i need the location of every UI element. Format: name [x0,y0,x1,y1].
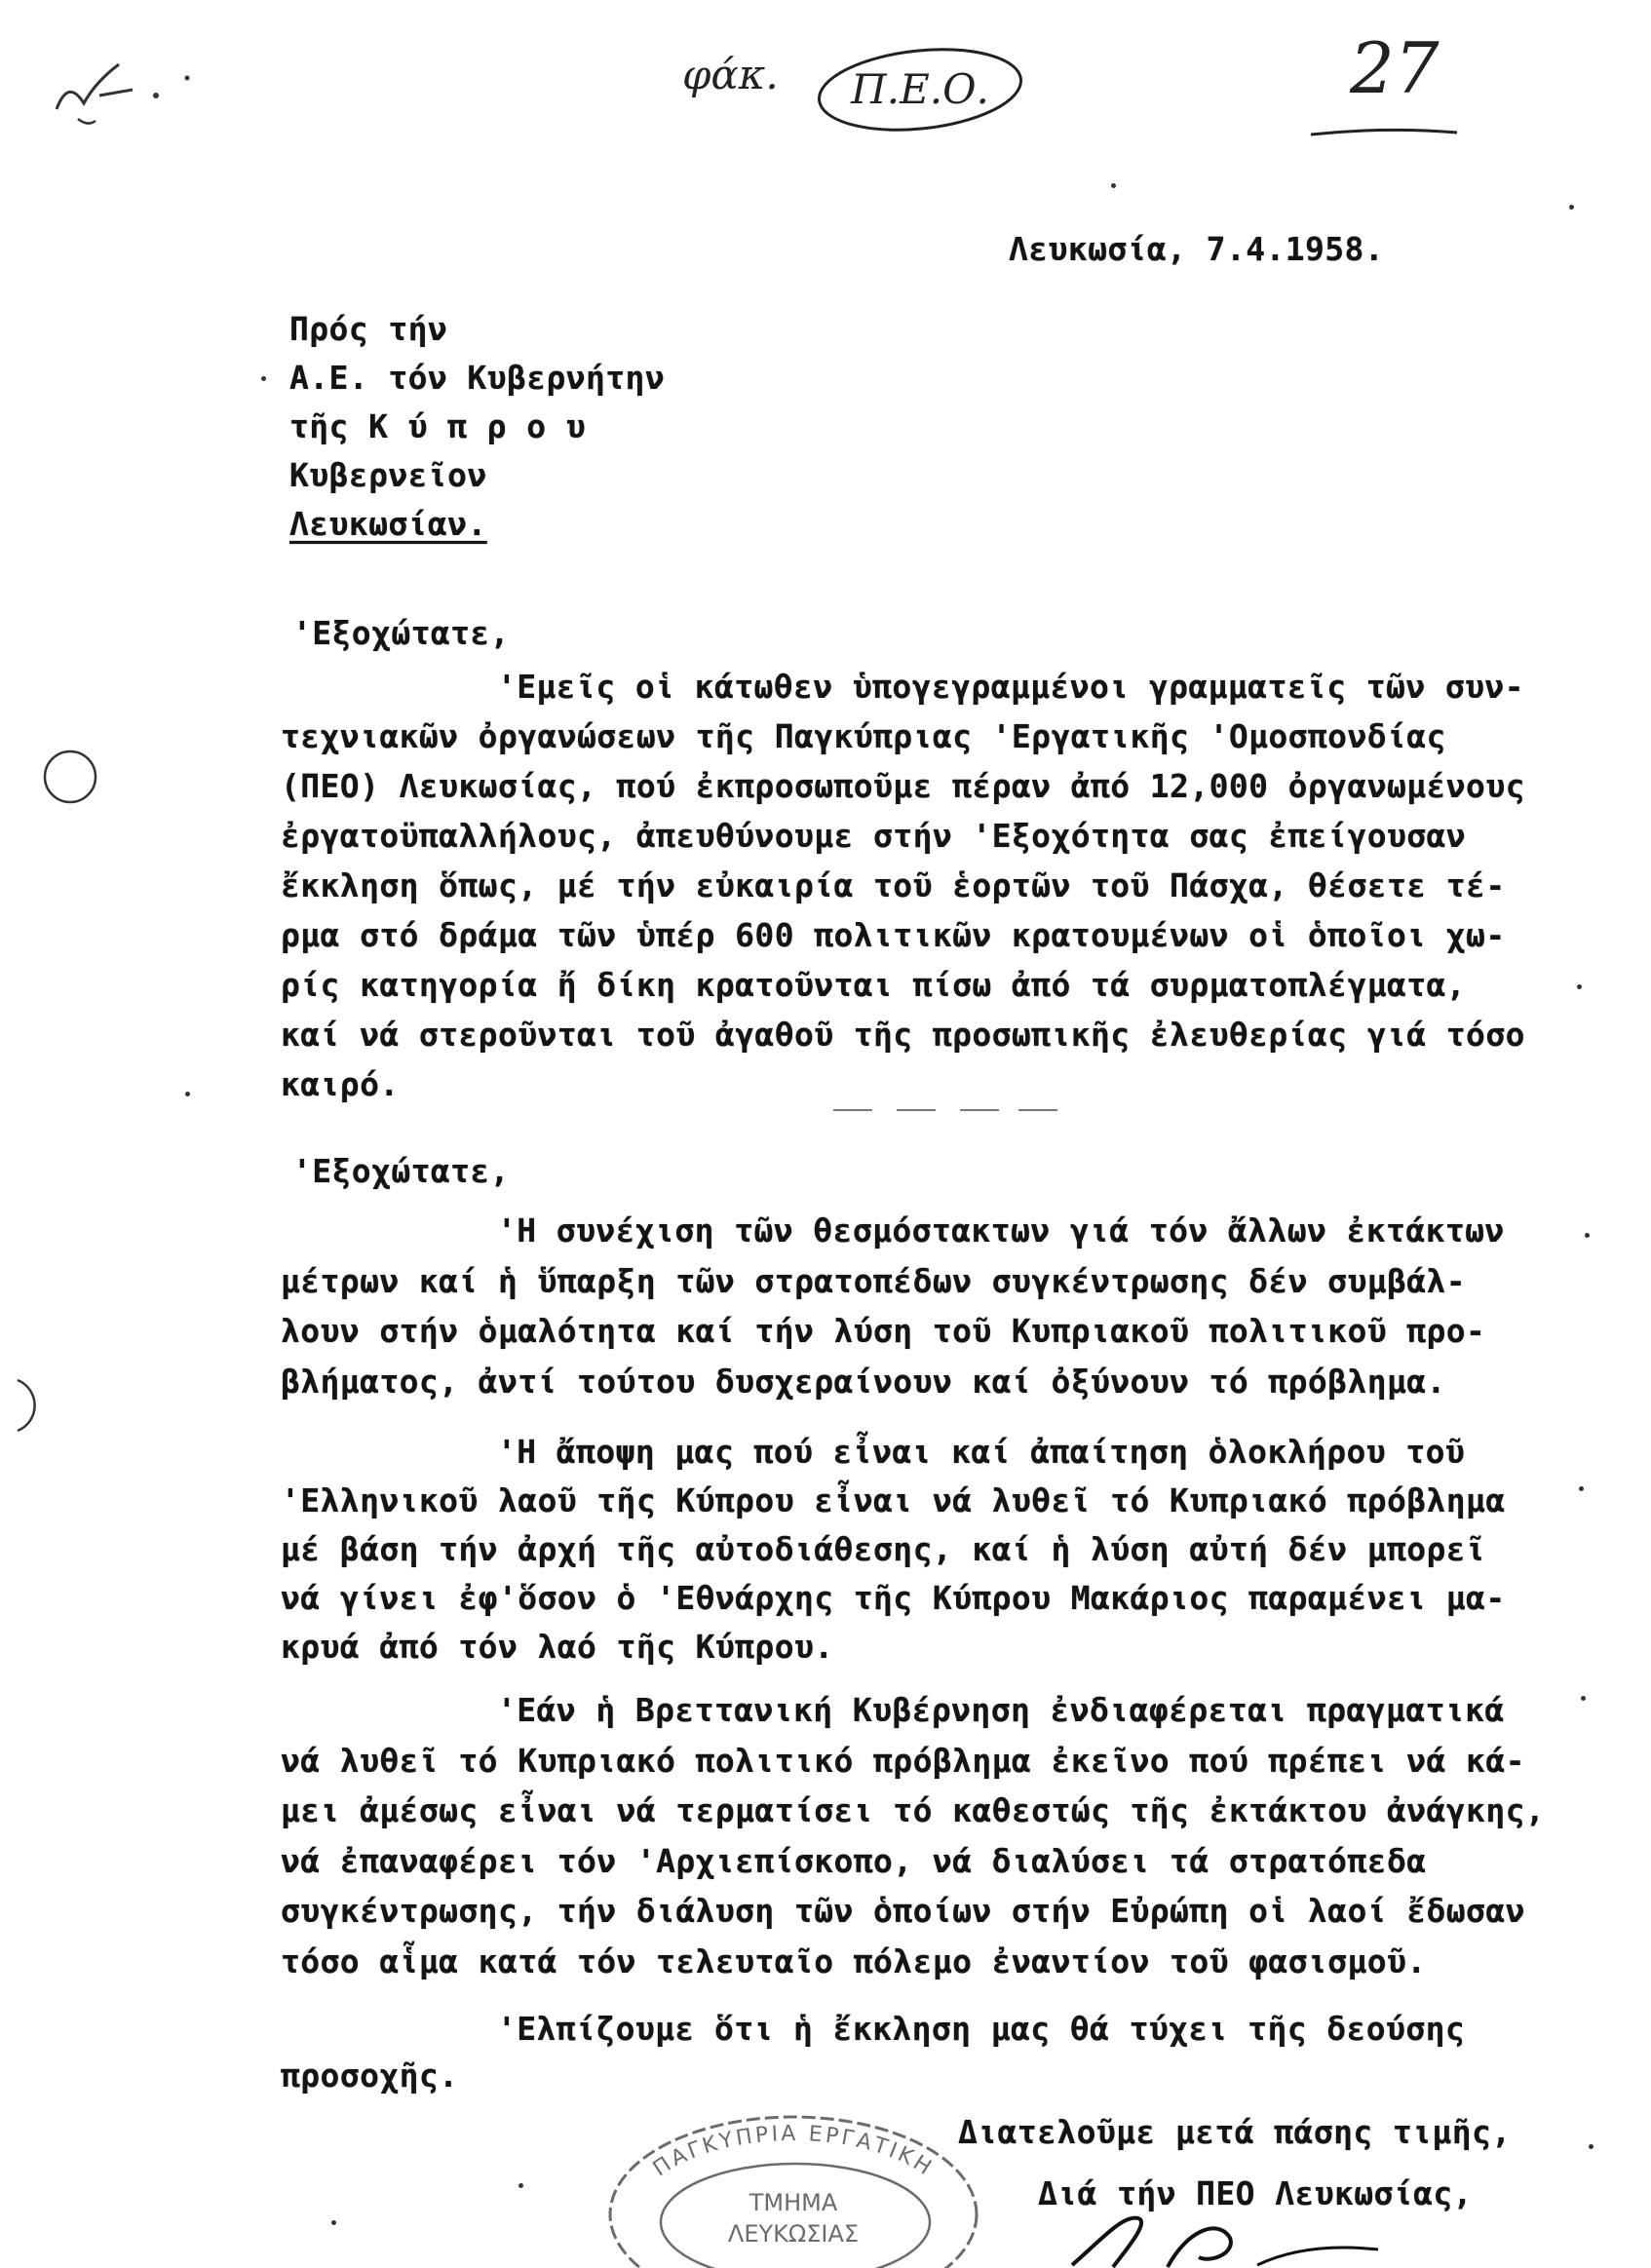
ink-speck [1111,183,1116,188]
handwritten-signature [1062,2209,1384,2268]
recipient-line: Λευκωσίαν. [289,505,487,543]
ink-speck [261,376,266,381]
paragraph-2 [281,1206,1505,1407]
margin-scribble [39,39,205,136]
paragraph-line: ἔκκληση ὅπως, μέ τήν εὐκαιρία τοῦ ἑορτῶν τοῦ Πάσχα, θέσετε τέ- [281,866,1506,904]
paragraph-line: 'Η συνέχιση τῶν θεσμόστακτων γιά τόν ἄλλων ἐκτάκτων [497,1211,1505,1249]
paragraph-line: 'Εάν ἡ Βρεττανική Κυβέρνηση ἐνδιαφέρεται πραγματικά [497,1691,1505,1729]
punch-hole [8,1372,66,1439]
closing-line: Διατελοῦμε μετά πάσης τιμῆς, [958,2113,1512,2151]
paragraph-line: ρίς κατηγορία ἤ δίκη κρατοῦνται πίσω ἀπό τά συρματοπλέγματα, [281,966,1467,1004]
punch-hole [39,746,101,808]
paragraph-line: τεχνιακῶν ὀργανώσεων τῆς Παγκύπριας 'Εργατικῆς 'Ομοσπονδίας [281,717,1446,755]
ink-speck [1581,1696,1586,1701]
recipient-line: Κυβερνεῖον [289,456,487,494]
faint-dash-marks [828,1103,1062,1117]
paragraph-line: ρμα στό δράμα τῶν ὑπέρ 600 πολιτικῶν κρατουμένων οἱ ὁποῖοι χω- [281,916,1506,954]
paragraph-5 [281,2006,1465,2099]
paragraph-line: καιρό. [281,1065,400,1103]
ink-speck [1589,2144,1593,2149]
ink-speck [185,1092,190,1096]
date-line: Λευκωσία, 7.4.1958. [1009,230,1385,268]
paragraph-line: νά γίνει ἐφ'ὅσον ὁ 'Εθνάρχης τῆς Κύπρου Μακάριος παραμένει μα- [281,1579,1506,1617]
recipient-address [289,305,665,549]
ink-speck [1579,1486,1584,1491]
paragraph-line: βλήματος, ἀντί τούτου δυσχεραίνουν καί ὀξύνουν τό πρόβλημα. [281,1363,1446,1402]
paragraph-3 [281,1428,1506,1672]
paragraph-line: καί νά στεροῦνται τοῦ ἀγαθοῦ τῆς προσωπικῆς ἐλευθερίας γιά τόσο [281,1016,1525,1054]
svg-text:ΠΑΓΚΥΠΡΙΑ ΕΡΓΑΤΙΚΗ [649,2122,938,2181]
ink-speck [331,2220,336,2225]
circled-mark-text: Π.Ε.Ο. [851,65,989,113]
paragraph-line: 'Ελπίζουμε ὅτι ἡ ἔκκληση μας θά τύχει τῆς δεούσης [497,2010,1466,2048]
handwritten-file-mark: φάκ. [682,51,779,98]
paragraph-line: ἐργατοϋπαλλήλους, ἀπευθύνουμε στήν 'Εξοχότητα σας ἐπείγουσαν [281,817,1467,855]
paragraph-line: 'Ελληνικοῦ λαοῦ τῆς Κύπρου εἶναι νά λυθεῖ τό Κυπριακό πρόβλημα [281,1481,1506,1519]
page-number: 27 [1350,27,1440,109]
paragraph-line: (ΠΕΟ) Λευκωσίας, πού ἐκπροσωποῦμε πέραν ἀπό 12,000 ὀργανωμένους [281,767,1525,805]
circled-mark [811,39,1030,136]
signature-line: Διά τήν ΠΕΟ Λευκωσίας, [1038,2174,1473,2212]
paragraph-line: λουν στήν ὁμαλότητα καί τήν λύση τοῦ Κυπριακοῦ πολιτικοῦ προ- [281,1312,1486,1351]
stamp-inner-line-1: ΤΜΗΜΑ [749,2189,838,2216]
stamp-outer-text: ΠΑΓΚΥΠΡΙΑ ΕΡΓΑΤΙΚΗ [648,2121,939,2182]
paragraph-line: μέ βάση τήν ἀρχή τῆς αὐτοδιάθεσης, καί ἡ λύση αὐτή δέν μπορεῖ [281,1530,1486,1568]
paragraph-line: νά λυθεῖ τό Κυπριακό πολιτικό πρόβλημα ἐκεῖνο πού πρέπει νά κά- [281,1741,1525,1780]
salutation: 'Εξοχώτατε, [292,614,510,652]
paragraph-line: νά ἐπαναφέρει τόν 'Αρχιεπίσκοπο, νά διαλύσει τά στρατόπεδα [281,1841,1427,1880]
paragraph-line: συγκέντρωσης, τήν διάλυση τῶν ὁποίων στήν Εὐρώπη οἱ λαοί ἔδωσαν [281,1892,1525,1931]
recipient-line: τῆς Κ ύ π ρ ο υ [289,407,587,445]
stamp-inner-line-2: ΛΕΥΚΩΣΙΑΣ [727,2220,860,2248]
paragraph-line: κρυά ἀπό τόν λαό τῆς Κύπρου. [281,1628,834,1666]
paragraph-line: προσοχῆς. [281,2057,459,2095]
salutation: 'Εξοχώτατε, [292,1152,510,1190]
paragraph-line: 'Η ἄποψη μας πού εἶναι καί ἀπαίτηση ὁλοκλήρου τοῦ [497,1433,1466,1471]
ink-speck [1585,1233,1590,1238]
recipient-line: Α.Ε. τόν Κυβερνήτην [289,359,666,397]
paragraph-line: μει ἀμέσως εἶναι νά τερματίσει τό καθεστώς τῆς ἐκτάκτου ἀνάγκης, [281,1791,1546,1830]
page-number-underline [1306,117,1462,146]
paragraph-line: τόσο αἷμα κατά τόν τελευταῖο πόλεμο ἐναντίον τοῦ φασισμοῦ. [281,1941,1427,1980]
ink-speck [1577,984,1582,989]
paragraph-line: μέτρων καί ἡ ὕπαρξη τῶν στρατοπέδων συγκέντρωσης δέν συμβάλ- [281,1261,1467,1300]
paragraph-line: 'Εμεῖς οἱ κάτωθεν ὑπογεγραμμένοι γραμματεῖς τῶν συν- [497,668,1524,706]
paragraph-1 [281,662,1525,1109]
ink-speck [1569,205,1574,210]
organisation-stamp [585,2103,1014,2268]
recipient-line: Πρός τήν [289,310,448,348]
ink-speck [518,2183,523,2188]
paragraph-4 [281,1685,1545,1987]
